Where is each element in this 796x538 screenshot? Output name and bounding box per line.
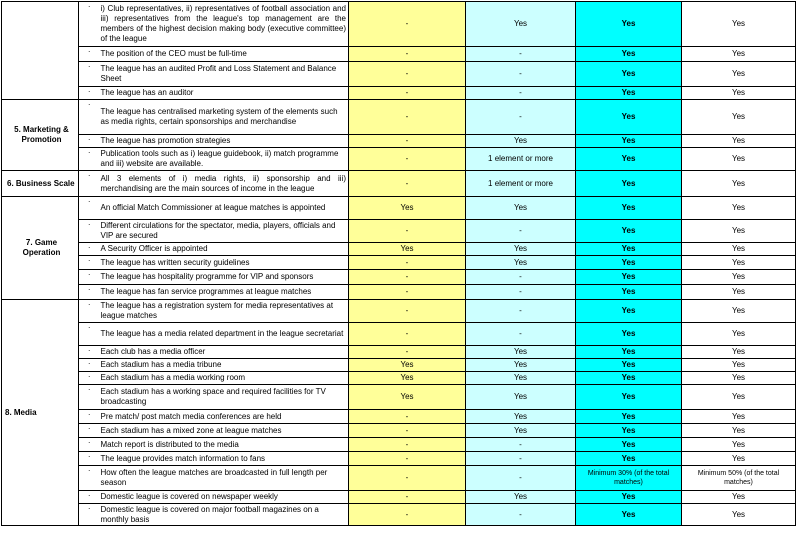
level-3-value: Yes [576,256,682,270]
criterion-text: Match report is distributed to the media [100,438,349,452]
level-3-value: Yes [576,62,682,87]
criterion-text: The league has promotion strategies [100,135,349,148]
criterion-text: Each stadium has a media working room [100,372,349,385]
level-4-value: Yes [682,323,796,346]
level-3-value: Yes [576,372,682,385]
level-1-value: Yes [349,197,466,220]
level-3-value: Yes [576,410,682,424]
bullet: · [79,372,100,385]
level-2-value: Yes [466,346,576,359]
level-4-value: Yes [682,385,796,410]
level-3-value: Yes [576,385,682,410]
category-media [2,300,79,526]
category-label: 5. Marketing & Promotion [14,125,69,144]
level-4-value: Yes [682,452,796,466]
bullet: · [79,47,100,62]
bullet: · [79,220,100,243]
table-row [2,385,796,410]
bullet: · [79,359,100,372]
level-4-value: Yes [682,135,796,148]
criterion-text: The league has written security guidelines [100,256,349,270]
level-2-value: Yes [466,359,576,372]
level-3-value: Yes [576,243,682,256]
level-2-value: - [466,220,576,243]
level-2-value: 1 element or more [466,171,576,197]
table-row [2,300,796,323]
level-3-value: Yes [576,220,682,243]
bullet: · [79,410,100,424]
level-2-value: Yes [466,256,576,270]
level-3-value: Yes [576,135,682,148]
level-2-value: Yes [466,424,576,438]
criteria-table [1,1,796,526]
table-row [2,285,796,300]
bullet: · [79,300,100,323]
table-row [2,256,796,270]
bullet: · [79,270,100,285]
bullet: · [79,2,100,47]
level-4-value: Yes [682,438,796,452]
level-2-value: - [466,504,576,526]
table-row [2,424,796,438]
category-marketing-promotion [2,100,79,171]
level-2-value: - [466,438,576,452]
table-row [2,47,796,62]
level-4-value: Yes [682,491,796,504]
level-1-value: - [349,2,466,47]
level-1-value: - [349,466,466,491]
level-2-value: Yes [466,410,576,424]
criterion-text: All 3 elements of i) media rights, ii) sponsorship and iii) merchandising are the main sources of income in the league [100,171,349,197]
level-1-value: - [349,256,466,270]
level-3-value: Yes [576,323,682,346]
level-3-value: Yes [576,47,682,62]
level-2-value: Yes [466,135,576,148]
bullet: · [79,100,100,135]
level-1-value: - [349,135,466,148]
level-4-value: Yes [682,300,796,323]
criterion-text: The league has an auditor [100,87,349,100]
table-row [2,438,796,452]
level-1-value: - [349,346,466,359]
level-4-value: Yes [682,47,796,62]
level-1-value: - [349,100,466,135]
level-4-value: Yes [682,87,796,100]
level-4-value: Yes [682,372,796,385]
criterion-text: i) Club representatives, ii) representatives of football association and iii) representatives from the league's top management are the members of the highest decision making body (executive committee) of the league [100,2,349,47]
level-1-value: Yes [349,385,466,410]
table-row [2,197,796,220]
category-cell-blank [2,2,79,100]
level-2-value: Yes [466,243,576,256]
bullet: · [79,197,100,220]
criterion-text: Publication tools such as i) league guidebook, ii) match programme and iii) website are available. [100,148,349,171]
level-1-value: - [349,300,466,323]
criterion-text: Each stadium has a media tribune [100,359,349,372]
level-1-value: - [349,47,466,62]
bullet: · [79,466,100,491]
level-3-value: Yes [576,171,682,197]
bullet: · [79,491,100,504]
level-4-value: Yes [682,359,796,372]
level-3-value: Yes [576,270,682,285]
criterion-text: The position of the CEO must be full-time [100,47,349,62]
level-2-value: - [466,323,576,346]
level-3-value: Yes [576,346,682,359]
level-1-value: - [349,285,466,300]
bullet: · [79,171,100,197]
level-1-value: - [349,148,466,171]
table-row [2,148,796,171]
level-4-value: Yes [682,148,796,171]
level-2-value: - [466,300,576,323]
criterion-text: The league has a registration system for media representatives at league matches [100,300,349,323]
level-3-value: Yes [576,504,682,526]
level-2-value: Yes [466,2,576,47]
level-1-value: - [349,220,466,243]
level-4-value: Yes [682,243,796,256]
level-4-value: Yes [682,100,796,135]
level-4-value: Yes [682,410,796,424]
bullet: · [79,148,100,171]
level-4-value: Minimum 50% (of the total matches) [682,466,796,491]
level-4-value: Yes [682,62,796,87]
level-3-value: Yes [576,300,682,323]
level-1-value: - [349,438,466,452]
table-row [2,87,796,100]
table-row [2,2,796,47]
category-game-operation [2,197,79,300]
table-row [2,410,796,424]
bullet: · [79,135,100,148]
level-2-value: - [466,452,576,466]
bullet: · [79,323,100,346]
level-2-value: Yes [466,197,576,220]
table-row [2,62,796,87]
criterion-text: The league has a media related department in the league secretariat [100,323,349,346]
level-1-value: Yes [349,243,466,256]
level-3-value: Yes [576,285,682,300]
bullet: · [79,243,100,256]
criterion-text: The league provides match information to fans [100,452,349,466]
bullet: · [79,385,100,410]
table-row [2,504,796,526]
category-label: 6. Business Scale [7,178,75,188]
criterion-text: The league has centralised marketing system of the elements such as media rights, certain sponsorships and merchandise [100,100,349,135]
level-1-value: - [349,424,466,438]
table-row [2,452,796,466]
criterion-text: The league has hospitality programme for VIP and sponsors [100,270,349,285]
table-row [2,372,796,385]
level-4-value: Yes [682,171,796,197]
level-3-value: Yes [576,148,682,171]
level-1-value: - [349,410,466,424]
level-1-value: - [349,171,466,197]
criterion-text: Each stadium has a mixed zone at league matches [100,424,349,438]
level-3-value: Yes [576,359,682,372]
table-row [2,243,796,256]
level-3-value: Minimum 30% (of the total matches) [576,466,682,491]
level-3-value: Yes [576,438,682,452]
bullet: · [79,285,100,300]
table-row [2,466,796,491]
level-2-value: Yes [466,385,576,410]
table-row [2,491,796,504]
bullet: · [79,256,100,270]
criterion-text: Domestic league is covered on newspaper weekly [100,491,349,504]
level-2-value: - [466,100,576,135]
table-row [2,100,796,135]
level-3-value: Yes [576,2,682,47]
level-4-value: Yes [682,2,796,47]
level-1-value: Yes [349,359,466,372]
bullet: · [79,504,100,526]
level-2-value: - [466,285,576,300]
criterion-text: An official Match Commissioner at league matches is appointed [100,197,349,220]
level-4-value: Yes [682,220,796,243]
bullet: · [79,346,100,359]
bullet: · [79,452,100,466]
bullet: · [79,424,100,438]
level-1-value: - [349,452,466,466]
level-2-value: 1 element or more [466,148,576,171]
level-1-value: - [349,87,466,100]
category-label: 7. Game Operation [22,238,61,257]
level-4-value: Yes [682,285,796,300]
level-4-value: Yes [682,504,796,526]
level-2-value: Yes [466,491,576,504]
level-2-value: - [466,62,576,87]
category-label: 8. Media [5,407,37,417]
level-1-value: - [349,504,466,526]
level-1-value: - [349,491,466,504]
criterion-text: Each club has a media officer [100,346,349,359]
level-1-value: Yes [349,372,466,385]
level-2-value: - [466,466,576,491]
criterion-text: A Security Officer is appointed [100,243,349,256]
level-3-value: Yes [576,100,682,135]
level-3-value: Yes [576,87,682,100]
table-row [2,346,796,359]
criterion-text: Each stadium has a working space and required facilities for TV broadcasting [100,385,349,410]
level-4-value: Yes [682,270,796,285]
level-1-value: - [349,323,466,346]
table-row [2,135,796,148]
level-3-value: Yes [576,452,682,466]
level-2-value: - [466,270,576,285]
table-row [2,323,796,346]
level-2-value: - [466,87,576,100]
level-3-value: Yes [576,424,682,438]
table-row [2,220,796,243]
level-3-value: Yes [576,197,682,220]
category-business-scale [2,171,79,197]
criterion-text: The league has an audited Profit and Loss Statement and Balance Sheet [100,62,349,87]
bullet: · [79,438,100,452]
level-2-value: - [466,47,576,62]
level-1-value: - [349,62,466,87]
criterion-text: The league has fan service programmes at league matches [100,285,349,300]
bullet: · [79,87,100,100]
bullet: · [79,62,100,87]
criterion-text: Domestic league is covered on major football magazines on a monthly basis [100,504,349,526]
criterion-text: Pre match/ post match media conferences are held [100,410,349,424]
criterion-text: Different circulations for the spectator, media, players, officials and VIP are secured [100,220,349,243]
level-4-value: Yes [682,424,796,438]
level-4-value: Yes [682,346,796,359]
level-4-value: Yes [682,256,796,270]
level-1-value: - [349,270,466,285]
table-row [2,359,796,372]
level-3-value: Yes [576,491,682,504]
table-row [2,171,796,197]
level-4-value: Yes [682,197,796,220]
level-2-value: Yes [466,372,576,385]
criterion-text: How often the league matches are broadcasted in full length per season [100,466,349,491]
table-row [2,270,796,285]
